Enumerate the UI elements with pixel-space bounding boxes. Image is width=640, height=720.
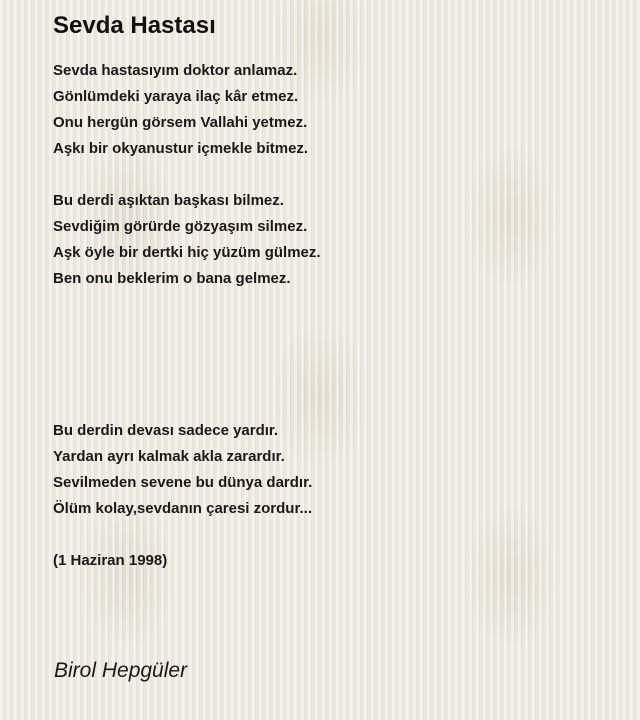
poem-line: Aşkı bir okyanustur içmekle bitmez. [53,140,309,157]
poem-line: Bu derdi aşıktan başkası bilmez. [53,192,284,209]
poem-line: Bu derdin devası sadece yardır. [53,422,279,439]
poem-date: (1 Haziran 1998) [53,552,168,569]
poem-author: Birol Hepgüler [54,659,188,682]
poem-line: Sevda hastasıyım doktor anlamaz. [53,62,298,79]
poem-stanza-3 [53,418,613,522]
poem-line: Yardan ayrı kalmak akla zarardır. [53,448,285,465]
poem-line: Gönlümdeki yaraya ilaç kâr etmez. [53,88,299,105]
poem-line: Ölüm kolay,sevdanın çaresi zordur... [53,500,312,517]
poem-line: Ben onu beklerim o bana gelmez. [53,270,291,287]
poem-line: Sevilmeden sevene bu dünya dardır. [53,474,313,491]
poem-line: Onu hergün görsem Vallahi yetmez. [53,114,308,131]
poem-card [53,10,613,574]
poem-title: Sevda Hastası [53,12,216,39]
poem-line: Sevdiğim görürde gözyaşım silmez. [53,218,308,235]
poem-stanza-1 [53,58,613,162]
poem-stanza-2 [53,188,613,292]
poem-line: Aşk öyle bir dertki hiç yüzüm gülmez. [53,244,321,261]
